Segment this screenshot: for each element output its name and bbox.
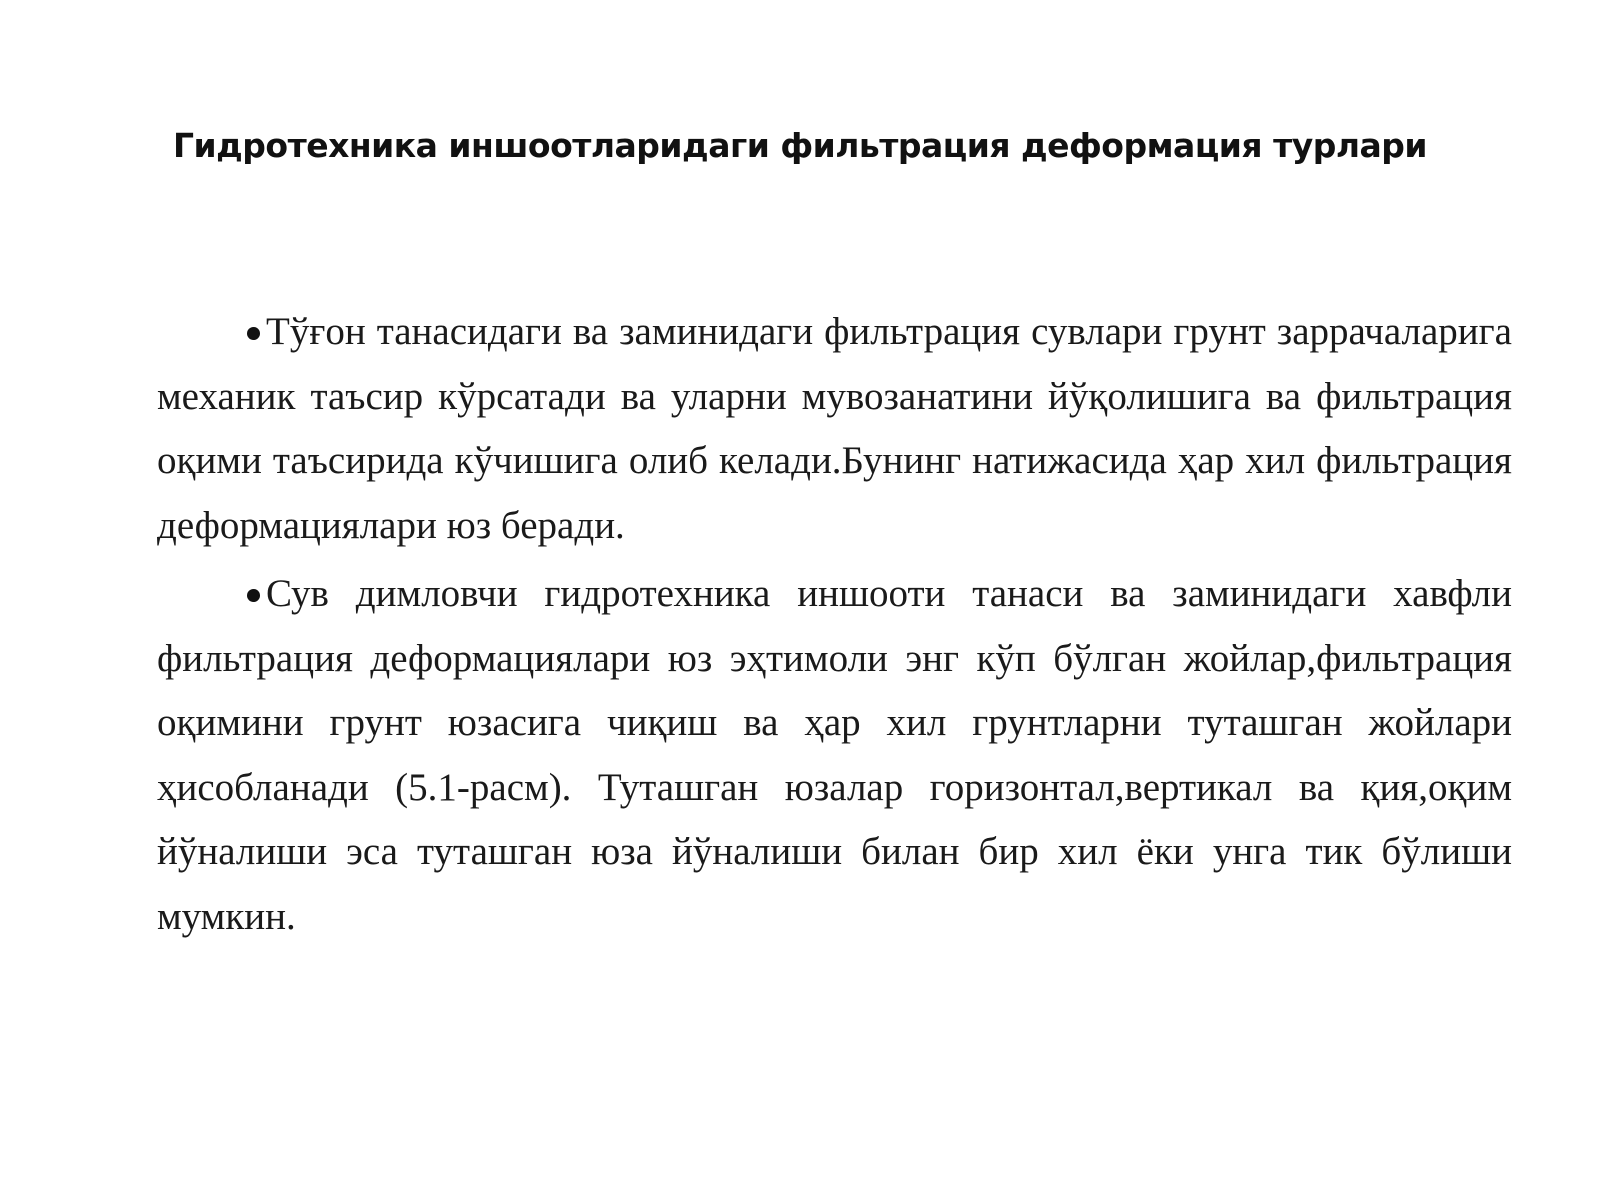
paragraph-text: Тўғон танасидаги ва заминидаги фильтрация сувлари грунт заррачаларига механик таъсир кўрсатади ва уларни мувозанатини йўқолишига ва фильтрация оқими таъсирида кўчишига олиб келади.Бунинг натижасида ҳар хил фильтрация деформациялари юз беради. bbox=[157, 310, 1512, 547]
bullet-paragraph-1 bbox=[157, 300, 1512, 558]
bullet-paragraph-2 bbox=[157, 562, 1512, 949]
slide-body bbox=[157, 300, 1512, 953]
slide-title: Гидротехника иншоотларидаги фильтрация деформация турлари bbox=[172, 126, 1428, 165]
paragraph-text: Сув димловчи гидротехника иншооти танаси ва заминидаги хавфли фильтрация деформациялари юз эҳтимоли энг кўп бўлган жойлар,фильтрация оқимини грунт юзасига чиқиш ва ҳар хил грунтларни туташган жойлари ҳисобланади (5.1-расм). Туташган юзалар горизонтал,вертикал ва қия,оқим йўналиши эса туташган юза йўналиши билан бир хил ёки унга тик бўлиши мумкин. bbox=[157, 572, 1512, 938]
